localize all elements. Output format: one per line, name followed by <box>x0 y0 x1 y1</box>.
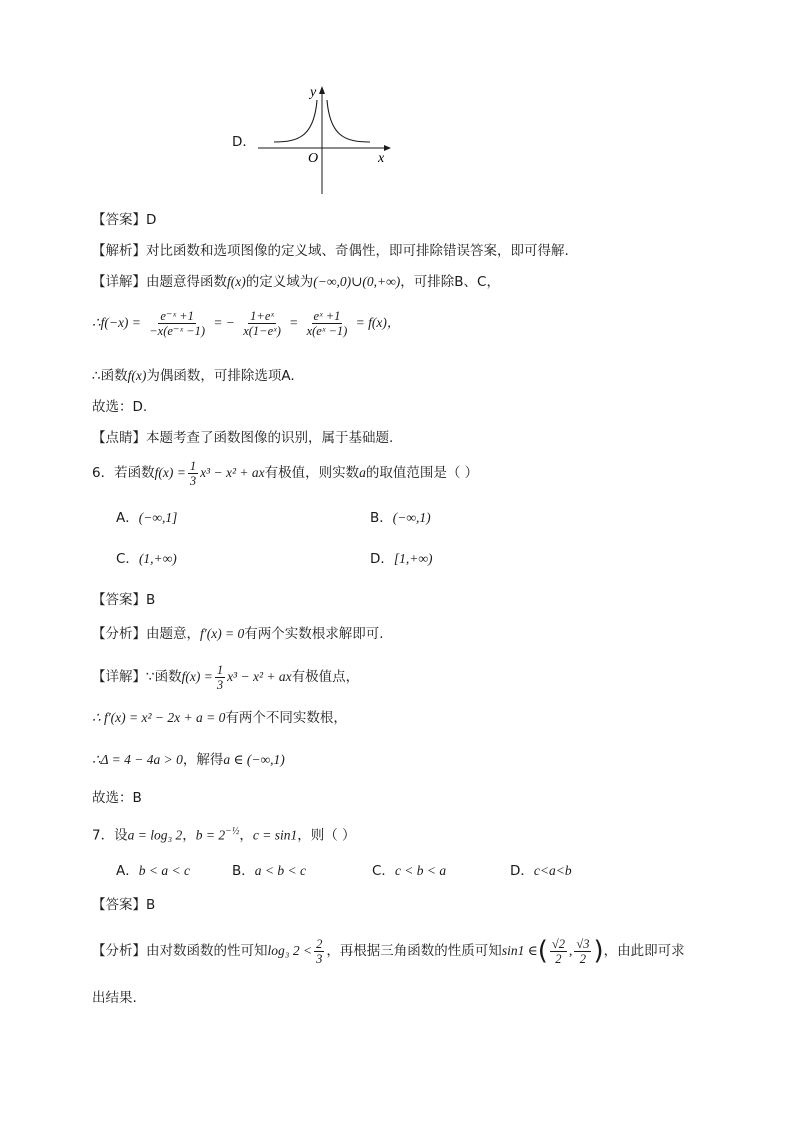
q6-stem: 6．若函数f(x) = $\frac{1}{3}$ x³ − x² + ax有极值，则实数a的取值范围是（ ） <box>92 458 479 488</box>
x-axis-label: x <box>378 151 385 166</box>
origin-label: O <box>308 151 319 166</box>
even-function-graph <box>228 82 398 197</box>
curve-right <box>327 100 370 142</box>
q6-option-d: D．[1,+∞) <box>370 551 433 567</box>
q6-option-a: A．(−∞,1] <box>116 510 178 526</box>
q6-detail-line3: ∴Δ = 4 − 4a > 0，解得a ∈ (−∞,1) <box>92 752 285 768</box>
fraction: $\frac{√2}{2}$ <box>551 936 565 966</box>
q7-option-a: A．b < a < c <box>116 863 190 879</box>
graph-option-label: D． <box>232 134 256 150</box>
prev-even-conclusion: ∴函数f(x)为偶函数，可排除选项A. <box>92 368 295 384</box>
prev-comment: 【点睛】本题考查了函数图像的识别，属于基础题. <box>92 430 394 446</box>
fraction: $\frac{1}{3}$ <box>216 662 224 692</box>
y-axis-arrow <box>319 86 325 94</box>
fraction: $\frac{1}{3}$ <box>189 458 197 488</box>
q6-choose: 故选：B <box>92 790 142 806</box>
curve-left <box>274 100 317 142</box>
q6-option-b: B．(−∞,1) <box>370 510 431 526</box>
q7-stem: 7．设a = log₃ 2，$b = 2^{-\frac{1}{2}}$，c = sin1，则（ ） <box>92 826 356 844</box>
fraction: $\frac{2}{3}$ <box>316 936 323 966</box>
q7-analysis: 【分析】由对数函数的性可知log₃ 2 < $\frac{2}{3}$ ，再根据三角函数的性质可知sin1 ∈( $\frac{√2}{2}$ , $\frac{√3}{2}$ )，由此即可求 <box>92 936 685 966</box>
prev-parity-equation: ∴f(−x) = $\frac{\text{e⁻ˣ +1}}{\text{−x(e⁻ˣ −1)}}$ = − $\frac{\text{1+eˣ}}{\text{x(1−eˣ)}}$ = $\frac{\text{eˣ +1}}{\text{x(eˣ −1)}}$ = f(x)， <box>92 308 401 338</box>
q6-detail-line2: ∴ f′(x) = x² − 2x + a = 0有两个不同实数根， <box>92 710 347 726</box>
y-axis-label: y <box>310 85 317 100</box>
prev-detail: 【详解】由题意得函数f(x)的定义域为(−∞,0)∪(0,+∞)，可排除B、C， <box>92 274 500 290</box>
graph-option-d <box>228 82 398 197</box>
prev-answer: 【答案】D <box>92 212 157 228</box>
fraction: $\frac{\text{e⁻ˣ +1}}{\text{−x(e⁻ˣ −1)}}$ <box>149 308 206 338</box>
q6-detail: 【详解】∵函数f(x) = $\frac{1}{3}$ x³ − x² + ax有极值点， <box>92 662 360 692</box>
x-axis-arrow <box>384 145 391 151</box>
fraction: $\frac{√3}{2}$ <box>576 936 590 966</box>
q7-option-c: C．c < b < a <box>372 863 447 879</box>
q7-analysis-cont: 出结果. <box>92 990 137 1006</box>
q6-option-c: C．(1,+∞) <box>116 551 177 567</box>
prev-choose: 故选：D. <box>92 399 148 415</box>
fraction: $\frac{\text{1+eˣ}}{\text{x(1−eˣ)}}$ <box>243 308 281 338</box>
q7-answer: 【答案】B <box>92 897 156 913</box>
q7-option-d: D．c<a<b <box>510 863 572 879</box>
q7-option-b: B．a < b < c <box>232 863 306 879</box>
q6-analysis: 【分析】由题意，f′(x) = 0有两个实数根求解即可. <box>92 626 384 642</box>
prev-analysis: 【解析】对比函数和选项图像的定义域、奇偶性，即可排除错误答案，即可得解. <box>92 243 569 259</box>
fraction: $\frac{\text{eˣ +1}}{\text{x(eˣ −1)}}$ <box>306 308 348 338</box>
q6-answer: 【答案】B <box>92 592 156 608</box>
